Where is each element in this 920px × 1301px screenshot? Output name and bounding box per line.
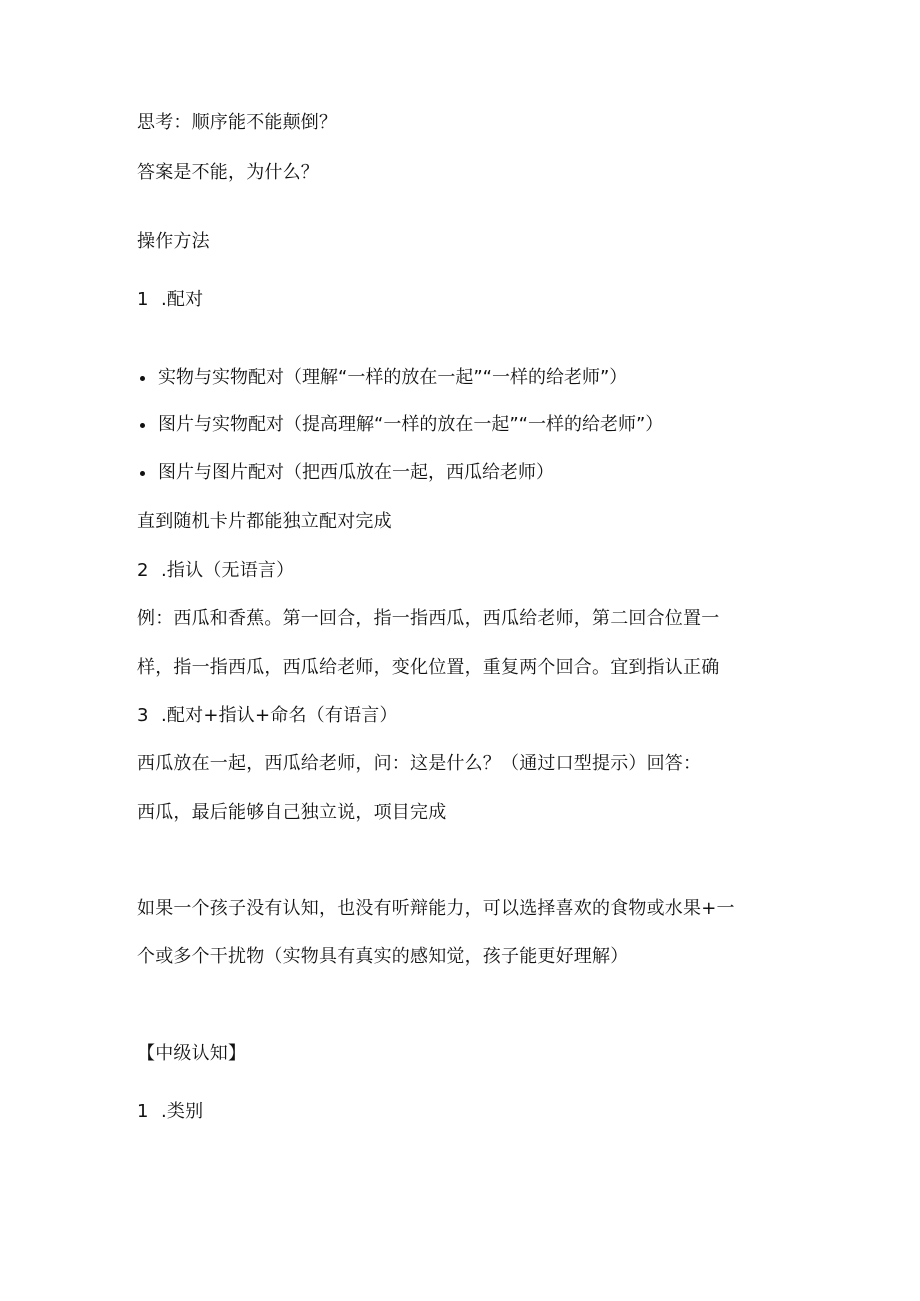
- section-2-paragraph-line-2: 样，指一指西瓜，西瓜给老师，变化位置，重复两个回合。宜到指认正确: [137, 657, 720, 678]
- bullet-item: [137, 413, 663, 437]
- section-2-paragraph-line-1: 例：西瓜和香蕉。第一回合，指一指西瓜，西瓜给老师，第二回合位置一: [137, 608, 720, 629]
- section-3-title: .配对+指认+命名（有语言）: [161, 705, 398, 726]
- bullet-item: [137, 461, 554, 485]
- bullet-text: 图片与图片配对（把西瓜放在一起，西瓜给老师）: [158, 462, 554, 483]
- section-2-heading: [137, 559, 294, 583]
- section-3-paragraph-line-1: 西瓜放在一起，西瓜给老师，问：这是什么？（通过口型提示）回答：: [137, 753, 702, 774]
- bullet-dot-icon: [140, 423, 145, 428]
- section-1-note: 直到随机卡片都能独立配对完成: [137, 511, 392, 532]
- section-3-heading: [137, 704, 398, 728]
- question-think: 思考：顺序能不能颠倒？: [137, 112, 338, 133]
- bullet-item: [137, 366, 627, 390]
- paragraph-line-1: 如果一个孩子没有认知，也没有听辩能力，可以选择喜欢的食物或水果+一: [137, 898, 735, 919]
- mid-level-heading: 【中级认知】: [137, 1043, 247, 1064]
- section-2-title: .指认（无语言）: [161, 560, 295, 581]
- section-3-number: 3: [137, 705, 149, 726]
- section-1-heading: [137, 288, 203, 312]
- bullet-text: 图片与实物配对（提高理解“一样的放在一起”“一样的给老师”）: [158, 414, 664, 435]
- bullet-text: 实物与实物配对（理解“一样的放在一起”“一样的给老师”）: [158, 367, 628, 388]
- section-4-title: .类别: [161, 1101, 204, 1122]
- section-4-number: 1: [137, 1101, 149, 1122]
- question-answer: 答案是不能，为什么？: [137, 162, 319, 183]
- section-3-paragraph-line-2: 西瓜，最后能够自己独立说，项目完成: [137, 802, 447, 823]
- section-1-title: .配对: [161, 289, 204, 310]
- section-2-number: 2: [137, 560, 149, 581]
- bullet-dot-icon: [140, 471, 145, 476]
- paragraph-line-2: 个或多个干扰物（实物具有真实的感知觉，孩子能更好理解）: [137, 946, 629, 967]
- method-heading: 操作方法: [137, 231, 210, 252]
- section-4-heading: [137, 1100, 203, 1124]
- bullet-dot-icon: [140, 376, 145, 381]
- section-1-number: 1: [137, 289, 149, 310]
